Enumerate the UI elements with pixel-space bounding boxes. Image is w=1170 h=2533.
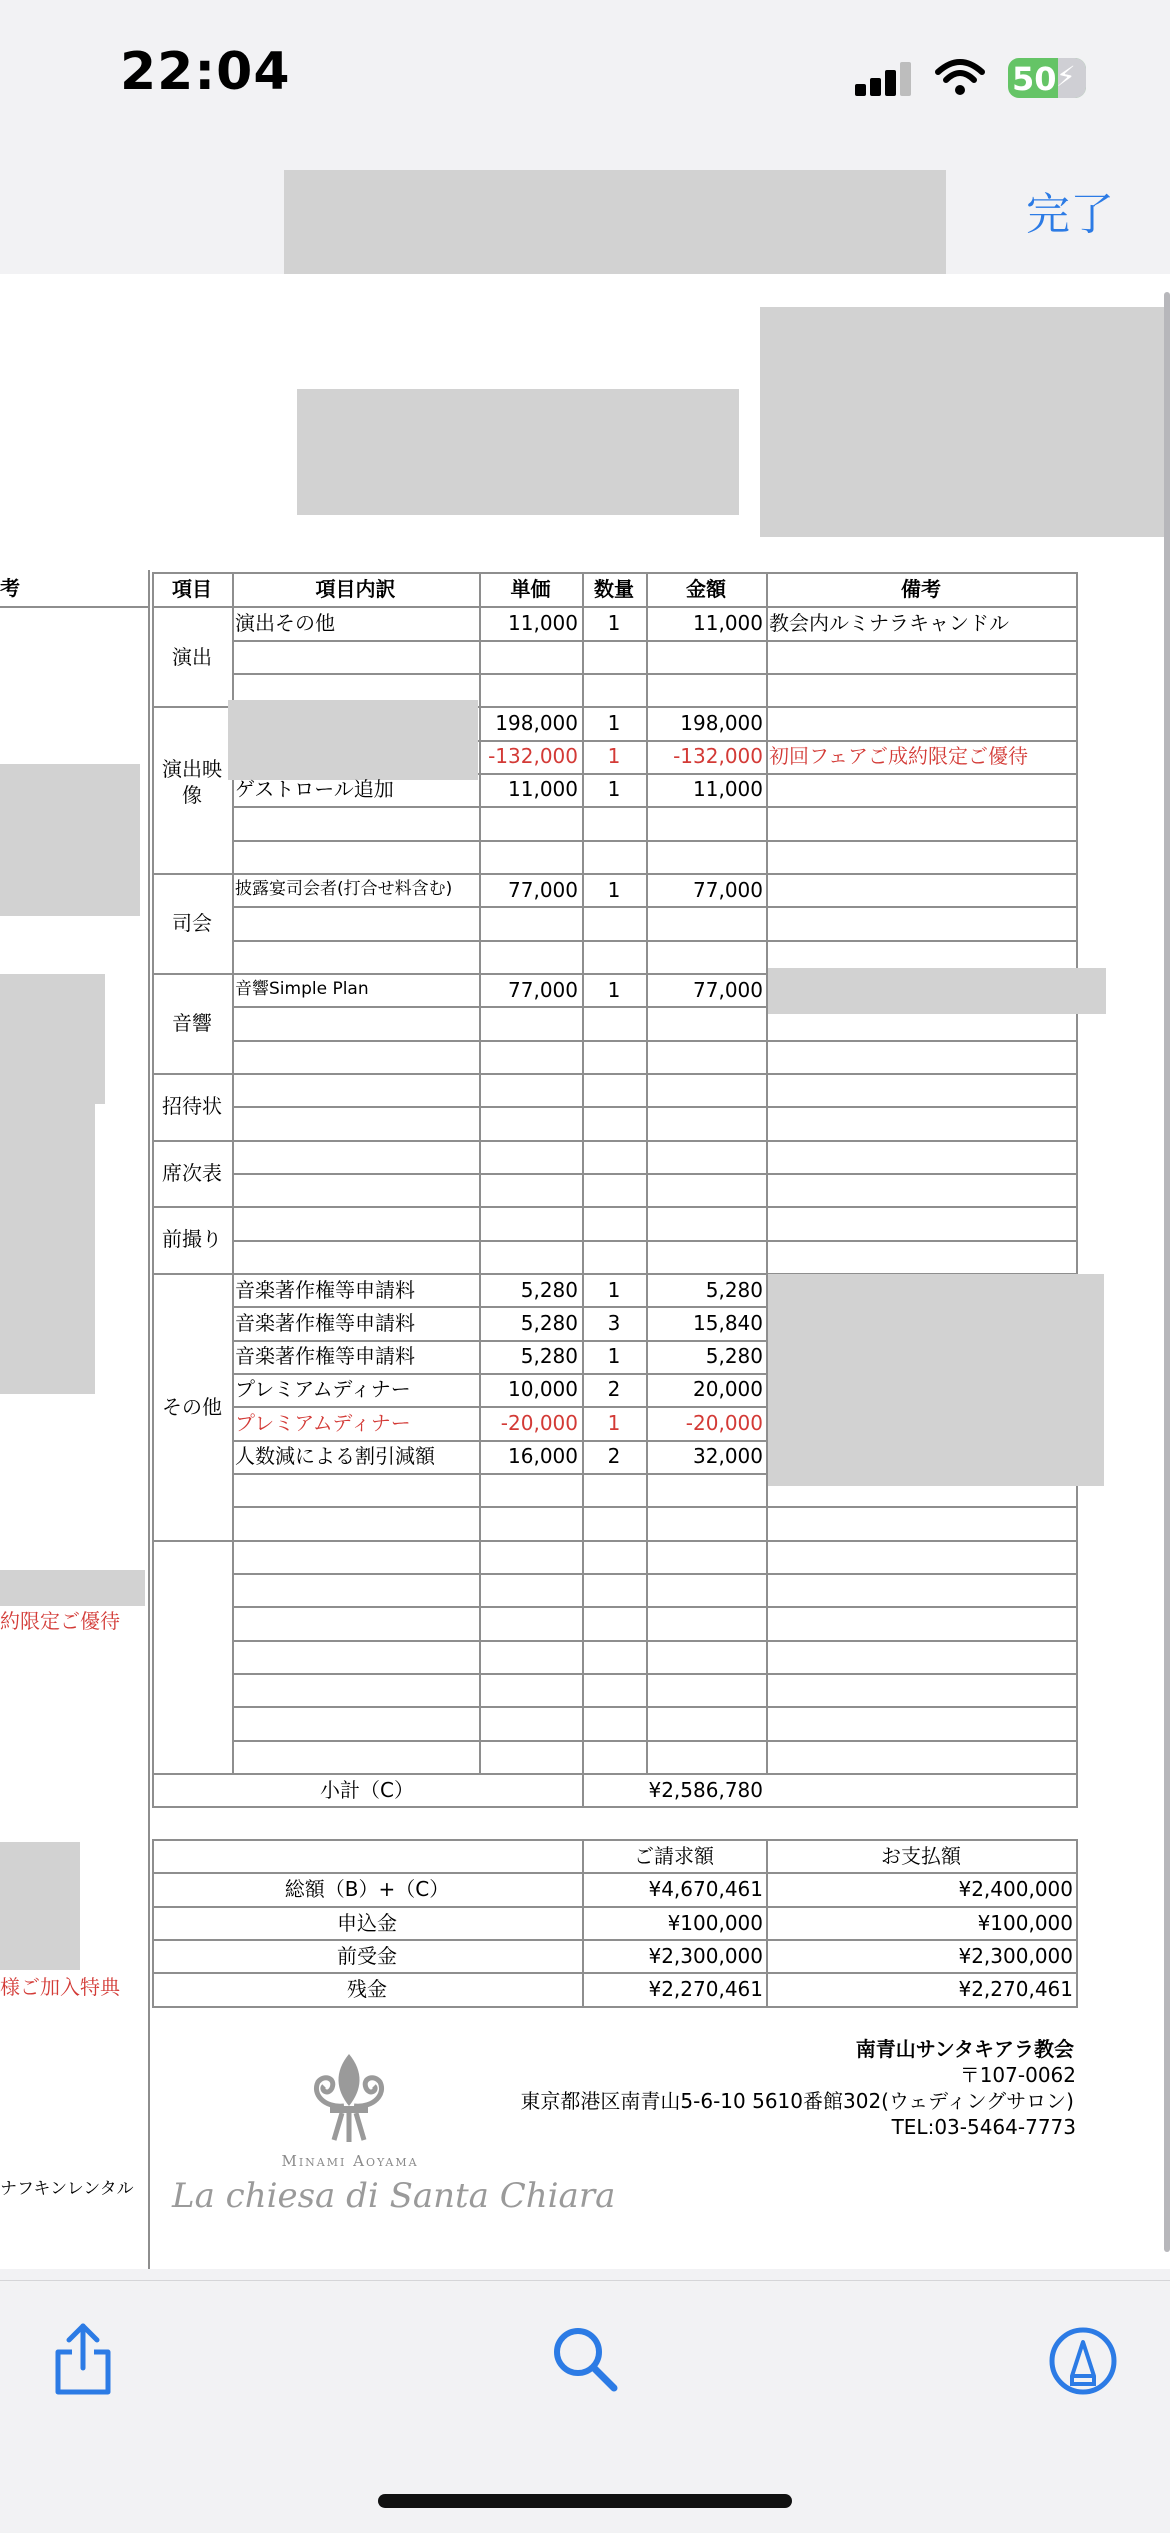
header-qty: 数量 [594, 577, 634, 601]
redacted-note [768, 1274, 1104, 1486]
redacted-note [768, 968, 1106, 1014]
pdf-page: 考 約限定ご優待 様ご加入特典 ナフキンレンタル 項目 項目内訳 単価 数量 金額 備考 演出 演出映像 司会 音響 招待状 席次表 前撮り その他 演出その他 11,000 1 11,000 教会内ルミナラキャンドル 198,000 1 198,000 -132,000 1 -132,000 初回フェアご成約限定ご優待 ゲストロール追加 11,000 1 11,000 披露宴司会者(打合せ料含む) 77,000 1 77,000 音響Simple Plan 77,000 1 77,000 音楽著作権等申請料 5,280 1 5,280 音楽著作権等申請料 5,280 3 15,840 音楽著作権等申請料 5,280 1 5,280 プレミアムディナー 10,000 2 20,000 プレミアムディナー -20,000 1 -20,000 人数減による割引減額 16,000 2 32,000 小計（C） ¥2,586,780 ご請求額 お支払額 総額（B）+（C） ¥4,670,461 ¥2,400,000 申込金 ¥100,000 ¥100,000 前受金 ¥2,300,000 ¥2,300,000 残金 ¥2,270,461 ¥2,270,461 南青山サンタキアラ教会 〒107-0062 東京都港区南青山5-6-10 5610番館302(ウェディングサロン) TEL:03-5464-7773 Minami Aoyama La chiesa di Santa Chiara [0, 274, 1170, 2269]
logo-line1: Minami Aoyama [281, 2152, 419, 2170]
status-time: 22:04 [120, 42, 291, 102]
redacted-block [297, 389, 739, 515]
category-maedori: 前撮り [162, 1227, 222, 1251]
summary-col-invoice: ご請求額 [634, 1844, 714, 1868]
left-red-text: 様ご加入特典 [0, 1975, 120, 1999]
redacted-detail [228, 700, 478, 780]
share-icon[interactable] [52, 2320, 114, 2396]
battery-icon: 50 ⚡ [1008, 58, 1086, 98]
fleur-de-lis-logo [306, 2050, 392, 2150]
battery-level: 50 [1012, 60, 1057, 98]
home-indicator [378, 2494, 792, 2508]
company-postal: 〒107-0062 [959, 2063, 1076, 2087]
category-eizo: 演出映像 [162, 757, 222, 807]
wifi-icon [934, 58, 986, 98]
category-ensyutsu: 演出 [172, 645, 212, 669]
header-note: 備考 [901, 577, 941, 601]
company-address: 東京都港区南青山5-6-10 5610番館302(ウェディングサロン) [520, 2089, 1074, 2113]
category-shikai: 司会 [172, 911, 212, 935]
logo-line2: La chiesa di Santa Chiara [172, 2176, 616, 2216]
company-tel: TEL:03-5464-7773 [891, 2115, 1076, 2139]
header-item: 項目 [172, 577, 212, 601]
header-detail: 項目内訳 [315, 577, 396, 601]
category-sekiji: 席次表 [162, 1161, 222, 1185]
category-shotai: 招待状 [162, 1094, 222, 1118]
header-amount: 金額 [686, 577, 726, 601]
markup-icon[interactable] [1048, 2326, 1118, 2396]
summary-col-paid: お支払額 [881, 1844, 961, 1868]
category-sonota: その他 [162, 1395, 222, 1419]
subtotal-label: 小計（C） [320, 1778, 414, 1802]
left-header: 考 [0, 576, 20, 600]
scrollbar[interactable] [1164, 292, 1170, 2252]
header-unit-price: 単価 [510, 577, 551, 601]
left-red-text: 約限定ご優待 [0, 1609, 120, 1633]
search-icon[interactable] [550, 2324, 620, 2394]
cellular-signal-icon [855, 62, 915, 96]
left-bottom-text: ナフキンレンタル [0, 2179, 134, 2199]
company-name: 南青山サンタキアラ教会 [855, 2037, 1074, 2061]
subtotal-value: ¥2,586,780 [648, 1778, 763, 1802]
redacted-block [760, 307, 1170, 537]
category-onkyo: 音響 [172, 1011, 212, 1035]
done-button[interactable]: 完了 [1026, 189, 1114, 240]
